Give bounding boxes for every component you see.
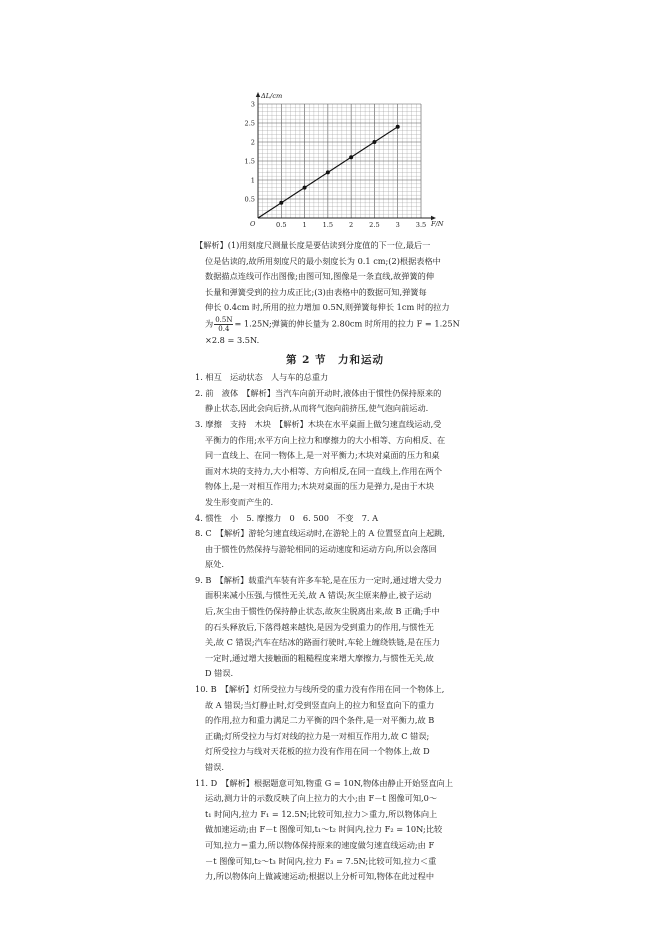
x-tick-label: 3 — [395, 221, 400, 229]
x-tick-label: 2.5 — [369, 221, 380, 229]
answer-line: 可知,拉力＝重力,所以物体保持原来的速度做匀速直线运动;由 F — [205, 839, 435, 850]
analysis-line-6 — [195, 316, 475, 333]
answer-line: 11. D 【解析】根据题意可知,物重 G = 10N,物体由静止开始竖直向上 — [195, 777, 454, 788]
answer-line: 运动,测力计的示数反映了向上拉力的大小;由 F－t 图像可知,0～ — [205, 793, 438, 804]
answer-line: 故 A 错误;当灯静止时,灯受到竖直向上的拉力和竖直向下的重力 — [205, 699, 435, 710]
analysis-line-2: 位是估读的,故所用刻度尺的最小刻度长为 0.1 cm;(2)根据表格中 — [205, 255, 441, 266]
data-point — [279, 201, 283, 205]
fraction-bottom: 0.4 — [218, 324, 230, 333]
answer-line: 的作用,拉力和重力满足二力平衡的四个条件,是一对平衡力,故 B — [205, 715, 435, 726]
analysis-line-7: ×2.8 = 3.5N. — [205, 334, 260, 345]
answers-list — [195, 370, 475, 885]
answer-line: 灯所受拉力与线对天花板的拉力没有作用在同一个物体上,故 D — [205, 746, 430, 757]
answer-line: 2. 前 液体 【解析】当汽车向前开动时,液体由于惯性仍保持原来的 — [195, 387, 442, 398]
answer-line: 由于惯性仍然保持与游轮相同的运动速度和运动方向,所以会落回 — [205, 543, 437, 554]
fraction-top: 0.5N — [215, 315, 233, 324]
answer-line: 同一直线上、在同一物体上,是一对平衡力;木块对桌面的压力和桌 — [205, 450, 440, 461]
analysis-line-6-post: = 1.25N;弹簧的伸长量为 2.80cm 时所用的拉力 F = 1.25N — [234, 318, 460, 329]
answer-line: 面积来减小压强,与惯性无关,故 A 错误;灰尘原来静止,被子运动 — [205, 590, 432, 601]
answer-line: 原处. — [205, 559, 224, 570]
x-tick-label: 1.5 — [322, 221, 334, 229]
answer-line: 平衡力的作用;水平方向上拉力和摩擦力的大小相等、方向相反、在 — [205, 434, 446, 445]
analysis-line-4: 长量和弹簧受到的拉力成正比;(3)由表格中的数据可知,弹簧每 — [205, 286, 427, 297]
answer-line: 4. 惯性 小 5. 摩擦力 0 6. 500 不变 7. A — [195, 512, 379, 523]
answer-line: 1. 相互 运动状态 人与车的总重力 — [195, 372, 329, 383]
answer-line: 发生形变而产生的. — [205, 496, 274, 507]
data-point — [372, 140, 376, 144]
answer-line: t₁ 时间内,拉力 F₁ = 12.5N;比较可知,拉力＞重力,所以物体向上 — [205, 808, 438, 819]
answer-line: 做加速运动;由 F－t 图像可知,t₁～t₂ 时间内,拉力 F₂ = 10N;比较 — [205, 824, 443, 835]
x-tick-label: 3.5 — [415, 221, 427, 229]
answer-line: 的石头释放后,下落得越来越快,是因为受到重力的作用,与惯性无 — [205, 621, 434, 632]
answer-line: 错误. — [205, 762, 224, 772]
analysis-line-1: 【解析】(1)用刻度尺测量长度是要估读到分度值的下一位,最后一 — [195, 240, 431, 250]
chart-ticks — [245, 100, 427, 229]
answer-line: 后,灰尘由于惯性仍保持静止状态,故灰尘脱离出来,故 B 正确;手中 — [205, 606, 440, 617]
answer-line: 3. 摩擦 支持 木块 【解析】木块在水平桌面上做匀速直线运动,受 — [195, 418, 442, 429]
answer-line: 一定时,通过增大接触面的粗糙程度来增大摩擦力,与惯性无关,故 — [205, 652, 434, 663]
answer-line: 9. B 【解析】载重汽车装有许多车轮,是在压力一定时,通过增大受力 — [195, 574, 442, 585]
x-tick-label: 2 — [349, 221, 354, 229]
data-point — [349, 155, 353, 159]
answer-line: 8. C 【解析】游轮匀速直线运动时,在游轮上的 A 位置竖直向上起跳, — [195, 528, 445, 539]
analysis-line-5: 伸长 0.4cm 时,所用的拉力增加 0.5N,则弹簧每伸长 1cm 时的拉力 — [205, 302, 450, 313]
x-axis-label: F/N — [431, 220, 444, 228]
chart-grid — [258, 104, 421, 218]
y-axis-label: ΔL/cm — [261, 92, 283, 100]
answer-line: 力,所以物体向上做减速运动;根据以上分析可知,物体在此过程中 — [205, 871, 435, 882]
y-tick-label: 2.5 — [244, 119, 255, 128]
analysis-line-3: 数据描点连线可作出图像;由图可知,图像是一条直线,故弹簧的伸 — [205, 271, 435, 282]
y-tick-label: 1 — [250, 176, 255, 185]
answer-line: 面对木块的支持力,大小相等、方向相反,在同一直线上,作用在两个 — [205, 465, 443, 476]
data-point — [303, 186, 307, 190]
fraction — [214, 316, 233, 333]
analysis-block — [195, 238, 475, 885]
answer-line: 10. B 【解析】灯所受拉力与线所受的重力没有作用在同一个物体上, — [195, 684, 445, 695]
x-tick-label: 0.5 — [276, 221, 287, 229]
data-point — [326, 170, 330, 174]
y-tick-label: 2 — [250, 138, 255, 147]
answer-line: D 错误. — [205, 668, 234, 679]
chart-series — [258, 125, 400, 218]
y-tick-label: 3 — [250, 100, 255, 109]
answer-line: －t 图像可知,t₂～t₃ 时间内,拉力 F₃ = 7.5N;比较可知,拉力＜重 — [205, 855, 437, 866]
y-tick-label: 0.5 — [244, 195, 255, 204]
y-axis-arrow — [256, 92, 260, 97]
x-tick-label: 1 — [302, 221, 307, 229]
section-title: 第 2 节 力和运动 — [285, 353, 385, 366]
answer-line: 正确;灯所受拉力与灯对线的拉力是一对相互作用力,故 C 错误; — [205, 730, 430, 741]
answer-line: 物体上,是一对相互作用力;木块对桌面的压力是弹力,是由于木块 — [205, 481, 435, 492]
analysis-line-6-pre: 为 — [205, 318, 214, 329]
extension-force-chart — [238, 92, 444, 237]
data-point — [396, 125, 400, 129]
answer-line: 关,故 C 错误;汽车在结冰的路面行驶时,车轮上缠绕铁链,是在压力 — [205, 637, 440, 648]
origin-label: O — [250, 220, 256, 228]
y-tick-label: 1.5 — [244, 157, 255, 166]
answer-line: 静止状态,因此会向后挤,从而将气泡向前挤压,使气泡向前运动. — [205, 403, 429, 414]
